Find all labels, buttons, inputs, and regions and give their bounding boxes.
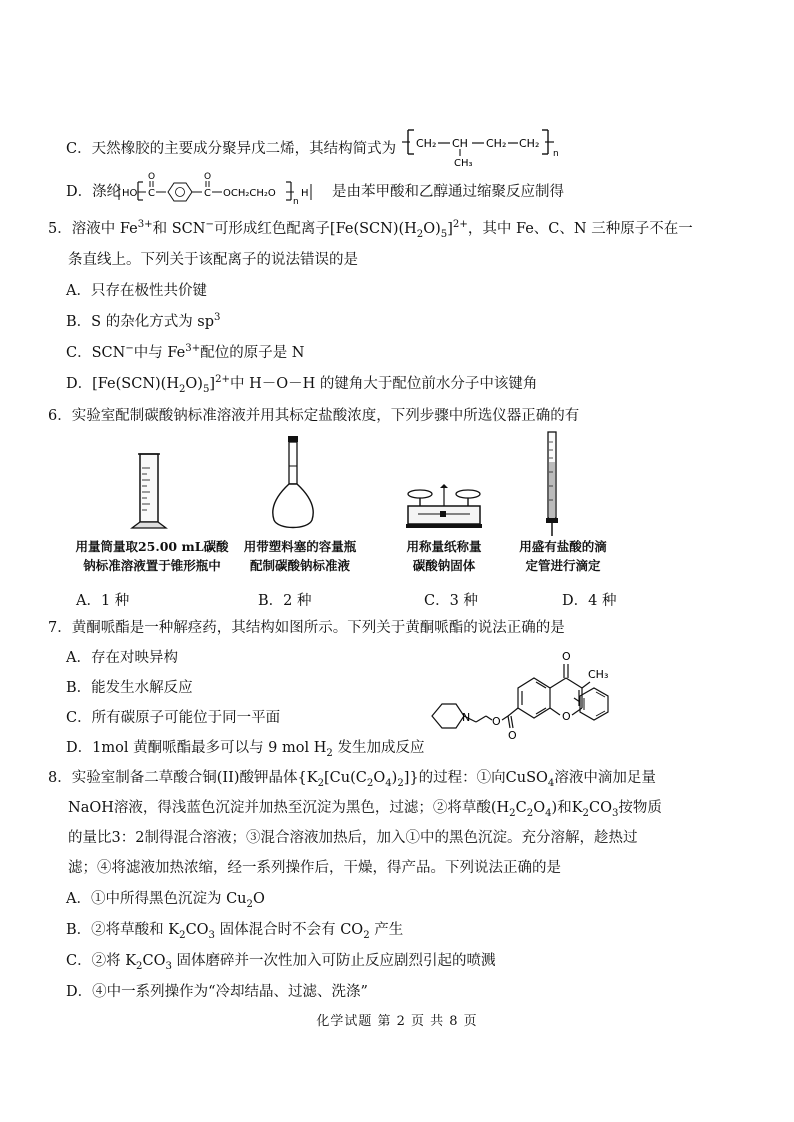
q5-l2: 条直线上。下列关于该配离子的说法错误的是 [68,252,358,268]
pet-o2: O [204,172,212,182]
q5-d-sub2: 5 [202,383,210,395]
q5-l1d: O) [423,221,441,237]
q6-choice-c-text: C．3 种 [424,593,478,609]
q6-choice-c [424,589,478,610]
q5-b-sup: 3 [214,312,221,324]
q8-l1c: O [373,770,386,786]
q5-d-c: ] [209,376,216,392]
q8-option-d [66,984,368,1001]
flavoxate-ch3: CH₃ [588,668,609,681]
q5-c-b: 中与 Fe [133,345,186,361]
q5-d-sub1: 2 [178,383,186,395]
q7-d-sub: 2 [326,747,333,759]
q7-option-c [66,710,280,727]
q7-d-a: D．1mol 黄酮哌酯最多可以与 9 mol H [66,740,327,756]
q7-b-text: B．能发生水解反应 [66,680,193,696]
q6-choice-d [562,589,616,610]
q8-l2-sub1: 2 [509,807,516,819]
q5-stem-line2 [68,252,358,269]
q6-stem [48,408,579,425]
q5-c-c: 配位的原子是 N [200,345,305,361]
q5-b-text: B．S 的杂化方式为 sp [66,314,215,330]
q5-d-d: 中 H－O－H 的键角大于配位前水分子中该键角 [230,376,538,392]
q8-l2f: 按物质 [618,800,662,816]
formula-ch2-b: CH₂ [486,137,507,150]
q8-c-sub2: 3 [165,960,172,972]
caption-3-line-1: 用称量纸称量 [406,539,482,554]
q8-d-text: D．④中一系列操作为“冷却结晶、过滤、洗涤” [66,984,368,1000]
pet-n: n [293,197,299,207]
q8-b-d: 产生 [369,922,404,938]
graduated-cylinder-icon [128,452,174,532]
item-d-suffix [332,184,564,201]
q6-choice-b-text: B．2 种 [258,593,312,609]
q5-stem-line1 [48,221,693,238]
pet-c2: C [204,188,211,199]
pet-formula [118,170,338,214]
q5-c-sup2: 3+ [185,343,201,355]
q8-l2-sub2: 2 [526,807,534,819]
footer-text: 化学试题 第 2 页 共 8 页 [316,1014,478,1029]
q7-d-b: 发生加成反应 [332,740,425,756]
pet-o1: O [148,172,156,182]
caption-volumetric-flask [238,538,362,576]
q8-l2c: O [533,800,546,816]
q5-option-a [66,283,207,300]
q8-a-a: A．①中所得黑色沉淀为 Cu [66,891,247,907]
q8-option-b [66,922,403,939]
q5-l1c: 可形成红色配离子[Fe(SCN)(H [213,221,417,237]
formula-ch2-a: CH₂ [416,137,437,150]
q5-d-sup: 2+ [215,374,231,386]
flavoxate-o-top: O [562,650,571,663]
q8-l1-sub3: 4 [385,777,392,789]
q5-c-sup1: − [125,343,134,355]
caption-2-line-2: 配制碳酸钠标准液 [249,557,350,573]
q8-stem-line4 [68,860,561,877]
q8-l2-sub5: 3 [611,807,619,819]
q8-b-sub2: 3 [208,929,215,941]
formula-ch3: CH₃ [454,158,473,169]
q5-sub2: 5 [440,228,448,240]
q7-option-d [66,740,424,757]
pet-h: H [301,188,309,199]
q6-choice-a-text: A．1 种 [76,593,130,609]
q8-b-b: CO [185,922,209,938]
phenyl-bond [572,696,584,706]
q5-l1f: ，其中 Fe、C、N 三种原子不在一 [467,221,693,237]
q8-b-sub3: 2 [363,929,370,941]
formula-ch: CH [452,137,468,150]
q8-a-sub: 2 [246,898,253,910]
q5-option-b [66,314,220,331]
q8-l1f: 溶液中滴加足量 [554,770,656,786]
burette-icon [540,432,564,536]
q7-a-text: A．存在对映异构 [66,650,178,666]
q5-d-a: D．[Fe(SCN)(H [66,376,179,392]
caption-balance [394,538,494,576]
q5-d-b: O) [185,376,203,392]
caption-1-line-2: 钠标准溶液置于锥形瓶中 [83,557,221,573]
q5-sup2: − [205,219,214,231]
q8-option-c [66,953,496,970]
q8-b-a: B．②将草酸和 K [66,922,180,938]
q8-l2b: C [515,800,527,816]
flavoxate-o-ring: O [562,710,571,723]
caption-4-line-2: 定管进行滴定 [525,557,601,573]
phenyl-ring-shape [578,686,614,726]
q8-b-sub1: 2 [179,929,186,941]
balance-scale-icon [404,484,484,532]
q8-l1-sub4: 2 [397,777,404,789]
pet-ho: HO [122,188,138,199]
q8-l1-sub1: 2 [317,777,325,789]
q8-l2-sub3: 4 [545,807,552,819]
item-d-suffix-text: 是由苯甲酸和乙醇通过缩聚反应制得 [332,184,564,200]
q5-l1b: 和 SCN [152,221,206,237]
q7-stem-text: 7．黄酮哌酯是一种解痉药，其结构如图所示。下列关于黄酮哌酯的说法正确的是 [48,620,565,636]
q8-l2d: )和K [551,800,583,816]
q7-stem [48,620,565,637]
caption-burette [506,538,620,576]
q8-l1a: 8．实验室制备二草酸合铜(II)酸钾晶体{K [48,770,318,786]
q8-l1-sub2: 2 [366,777,374,789]
q8-c-a: C．②将 K [66,953,137,969]
flavoxate-n: N [462,711,471,724]
item-c-label: C．天然橡胶的主要成分聚异戊二烯，其结构简式为 [66,141,397,157]
q8-b-c: 固体混合时不会有 CO [215,922,364,938]
pet-tail: OCH₂CH₂O [223,188,276,199]
flavoxate-structure-diagram [424,646,609,746]
q6-choice-a [76,589,129,610]
q8-l1b: [Cu(C [324,770,367,786]
item-d-label: D．涤纶 [66,184,122,200]
q5-sub1: 2 [416,228,424,240]
q5-sup3: 2+ [452,219,468,231]
item-c-text [66,141,396,158]
page-footer [0,1010,794,1029]
q8-l4: 滤；④将滤液加热浓缩，经一系列操作后，干燥，得产品。下列说法正确的是 [68,860,561,876]
caption-3-line-2: 碳酸钠固体 [412,557,476,573]
q8-l1-sub5: 4 [547,777,555,789]
q8-l2e: CO [588,800,612,816]
q8-a-b: O [252,891,265,907]
q8-l3: 的量比3：2制得混合溶液；③混合溶液加热后，加入①中的黑色沉淀。充分溶解，趁热过 [68,830,638,846]
q5-option-c [66,345,305,362]
q8-option-a [66,891,265,908]
q8-l1d: ) [391,770,398,786]
q6-choice-b [258,589,312,610]
q5-l1a: 5．溶液中 Fe [48,221,138,237]
formula-n: n [553,149,559,159]
flavoxate-o-ester: O [492,715,501,728]
volumetric-flask-icon [268,436,318,536]
pet-c1: C [148,188,155,199]
q7-option-b [66,680,193,697]
q6-stem-text: 6．实验室配制碳酸钠标准溶液并用其标定盐酸浓度，下列步骤中所选仪器正确的有 [48,408,580,424]
caption-4-line-1: 用盛有盐酸的滴 [519,539,607,554]
q8-stem-line2 [68,800,662,817]
item-d-prefix [66,184,121,201]
q7-c-text: C．所有碳原子可能位于同一平面 [66,710,281,726]
q8-l1e: ]}的过程：①向CuSO [403,770,548,786]
q5-sup1: 3+ [137,219,153,231]
polyisoprene-formula [402,126,562,170]
q8-l2a: NaOH溶液，得浅蓝色沉淀并加热至沉淀为黑色，过滤；②将草酸(H [68,800,510,816]
flavoxate-o-carbonyl: O [508,729,517,742]
caption-graduated-cylinder [62,538,242,576]
q5-a-text: A．只存在极性共价键 [66,283,207,299]
q8-c-sub1: 2 [136,960,143,972]
q8-stem-line3 [68,830,637,847]
caption-2-line-1: 用带塑料塞的容量瓶 [243,539,357,554]
caption-1-line-1: 用量筒量取25.00 mL碳酸 [75,539,229,554]
q8-l2-sub4: 2 [582,807,589,819]
formula-ch2-c: CH₂ [519,137,540,150]
q8-stem-line1 [48,770,656,787]
q5-c-a: C．SCN [66,345,126,361]
q7-option-a [66,650,178,667]
q6-choice-d-text: D．4 种 [562,593,617,609]
q5-l1e: ] [447,221,453,237]
q8-c-c: 固体磨碎并一次性加入可防止反应剧烈引起的喷溅 [171,953,496,969]
q8-c-b: CO [142,953,166,969]
q5-option-d [66,376,537,393]
